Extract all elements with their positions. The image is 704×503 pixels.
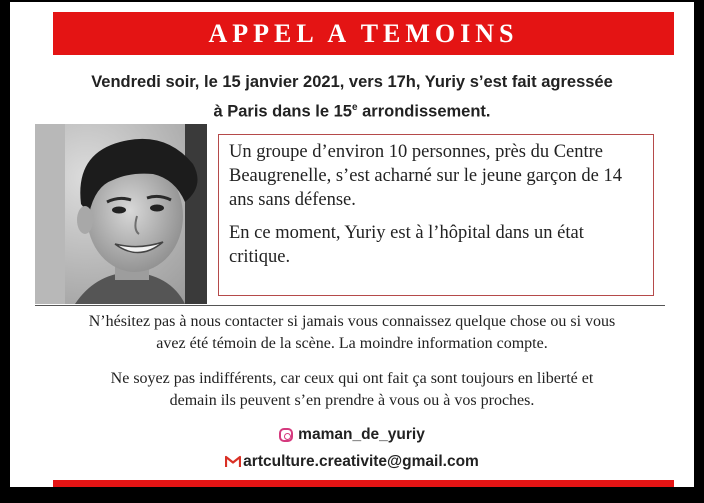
poster — [10, 2, 694, 487]
page-title: APPEL A TEMOINS — [208, 18, 519, 48]
bottom-bar — [53, 480, 674, 487]
intro-line-1: Vendredi soir, le 15 janvier 2021, vers 17h, Yuriy s’est fait agressée — [91, 73, 613, 91]
contact-request — [10, 311, 694, 355]
instagram-handle[interactable]: maman_de_yuriy — [298, 426, 425, 443]
instagram-icon — [279, 428, 293, 442]
status-paragraph: En ce moment, Yuriy est à l’hôpital dans un état critique. — [229, 223, 584, 267]
warning-line-1: Ne soyez pas indifférents, car ceux qui ont fait ça sont toujours en liberté et — [110, 370, 594, 387]
warning-text — [10, 368, 694, 412]
incident-box — [218, 134, 654, 296]
intro-text — [10, 70, 694, 125]
divider — [35, 305, 665, 306]
gmail-icon — [225, 455, 241, 468]
email-contact[interactable] — [10, 453, 694, 471]
contact-request-line-2: avez été témoin de la scène. La moindre information compte. — [156, 335, 548, 352]
intro-line-2: à Paris dans le 15e arrondissement. — [213, 102, 491, 121]
boy-portrait-image — [35, 124, 207, 304]
title-banner — [53, 12, 674, 55]
email-address[interactable]: artculture.creativite@gmail.com — [243, 453, 479, 470]
boy-photo — [35, 124, 207, 304]
instagram-contact[interactable] — [10, 426, 694, 444]
warning-line-2: demain ils peuvent s’en prendre à vous ou à vos proches. — [169, 392, 535, 409]
contact-request-line-1: N’hésitez pas à nous contacter si jamais vous connaissez quelque chose ou si vous — [88, 313, 616, 330]
incident-paragraph: Un groupe d’environ 10 personnes, près du Centre Beaugrenelle, s’est acharné sur le jeune garçon de 14 ans sans défense. — [229, 142, 622, 210]
